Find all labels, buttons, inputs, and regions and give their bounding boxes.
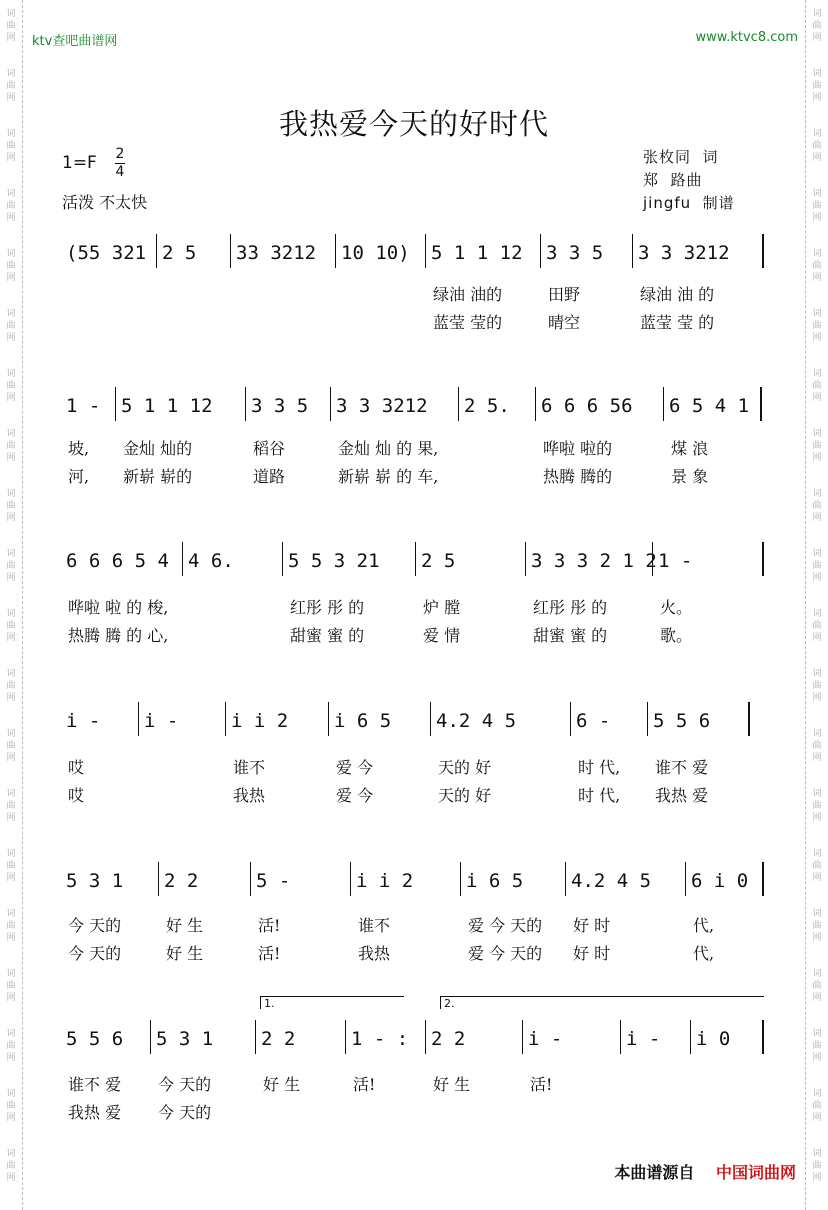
- lyric-segment: 代,: [693, 916, 715, 935]
- bar-line: [525, 542, 526, 576]
- bar-line: [540, 234, 541, 268]
- side-watermark-text: 词 曲 网: [6, 909, 16, 943]
- bar-line: [760, 387, 762, 421]
- lyric-segment: 今 天的: [158, 1075, 212, 1094]
- bar-line: [230, 234, 231, 268]
- measure-notes: 10 10): [341, 242, 410, 264]
- side-watermark-text: 词 曲 网: [812, 429, 822, 463]
- bar-line: [330, 387, 331, 421]
- measure-notes: 4 6.: [188, 550, 234, 572]
- lyric-segment: 好 生: [166, 916, 204, 935]
- bar-line: [225, 702, 226, 736]
- side-watermark-text: 词 曲 网: [812, 249, 822, 283]
- footer-source: [614, 1160, 796, 1183]
- side-watermark-text: 词 曲 网: [6, 129, 16, 163]
- lyric-segment: 哎: [68, 758, 85, 777]
- bar-line: [250, 862, 251, 896]
- side-watermark-text: 词 曲 网: [812, 69, 822, 103]
- bar-line: [652, 542, 653, 576]
- measure-notes: 5 5 3 21: [288, 550, 380, 572]
- measure-notes: 6 5 4 1: [669, 395, 750, 417]
- bar-line: [150, 1020, 151, 1054]
- volta-bracket: 1.: [260, 996, 404, 1009]
- lyric-segment: 好 时: [573, 916, 611, 935]
- bar-line: [460, 862, 461, 896]
- bar-line: [115, 387, 116, 421]
- measure-notes: i -: [66, 710, 101, 732]
- measure-notes: i i 2: [356, 870, 414, 892]
- side-watermark-text: 词 曲 网: [6, 549, 16, 583]
- measure-notes: i 6 5: [334, 710, 392, 732]
- lyric-segment: 谁不 爱: [68, 1075, 122, 1094]
- side-watermark-text: 词 曲 网: [812, 309, 822, 343]
- lyric-segment: 爱 今: [336, 786, 374, 805]
- measure-notes: 4.2 4 5: [571, 870, 652, 892]
- lyric-segment: 金灿 灿 的 果,: [338, 439, 439, 458]
- lyric-segment: 天的 好: [438, 758, 492, 777]
- lyric-segment: 谁不 爱: [655, 758, 709, 777]
- measure-notes: 4.2 4 5: [436, 710, 517, 732]
- measure-notes: 6 6 6 5 4: [66, 550, 169, 572]
- bar-line: [350, 862, 351, 896]
- key-signature: 1=F: [62, 153, 97, 173]
- lyric-segment: 哗啦 啦 的 梭,: [68, 598, 169, 617]
- time-signature-bottom: 4: [115, 164, 125, 180]
- side-watermark-text: 词 曲 网: [812, 969, 822, 1003]
- lyric-segment: 晴空: [548, 313, 581, 332]
- side-watermark-text: 词 曲 网: [812, 369, 822, 403]
- lyric-segment: 我热 爱: [655, 786, 709, 805]
- bar-line: [158, 862, 159, 896]
- side-watermark-text: 词 曲 网: [812, 189, 822, 223]
- lyric-segment: 谁不: [358, 916, 391, 935]
- measure-notes: 6 -: [576, 710, 611, 732]
- bar-line: [335, 234, 336, 268]
- bar-line: [762, 862, 764, 896]
- bar-line: [570, 702, 571, 736]
- measure-notes: 3 3 3212: [638, 242, 730, 264]
- tempo-marking: 活泼 不太快: [62, 193, 148, 212]
- measure-notes: 1 - :: [351, 1028, 409, 1050]
- side-watermark-text: 词 曲 网: [6, 309, 16, 343]
- measure-notes: i 0: [696, 1028, 731, 1050]
- side-watermark-text: 词 曲 网: [6, 69, 16, 103]
- volta-bracket: 2.: [440, 996, 764, 1009]
- lyric-segment: 河,: [68, 467, 90, 486]
- lyric-segment: 时 代,: [578, 786, 621, 805]
- side-watermark-text: 词 曲 网: [6, 1149, 16, 1183]
- lyric-segment: 稻谷: [253, 439, 286, 458]
- bar-line: [328, 702, 329, 736]
- measure-notes: i i 2: [231, 710, 289, 732]
- lyric-segment: 坡,: [68, 439, 90, 458]
- measure-notes: 3 3 5: [251, 395, 309, 417]
- measure-notes: 1 -: [658, 550, 693, 572]
- lyric-segment: 爱 情: [423, 626, 461, 645]
- lyric-segment: 甜蜜 蜜 的: [290, 626, 365, 645]
- side-watermark-text: 词 曲 网: [6, 1089, 16, 1123]
- measure-notes: (55 321: [66, 242, 147, 264]
- lyric-segment: 热腾 腾的: [543, 467, 613, 486]
- side-watermark-text: 词 曲 网: [6, 729, 16, 763]
- bar-line: [620, 1020, 621, 1054]
- measure-notes: 5 3 1: [66, 870, 124, 892]
- side-watermark-text: 词 曲 网: [812, 789, 822, 823]
- bar-line: [565, 862, 566, 896]
- lyric-segment: 今 天的: [158, 1103, 212, 1122]
- staff-system: [60, 997, 772, 1068]
- measure-notes: 2 2: [164, 870, 199, 892]
- lyric-segment: 我热: [358, 944, 391, 963]
- song-title: 我热爱今天的好时代: [278, 107, 549, 141]
- composer: 郑 路曲: [643, 171, 703, 189]
- bar-line: [415, 542, 416, 576]
- measure-notes: 5 1 1 12: [121, 395, 213, 417]
- bar-line: [690, 1020, 691, 1054]
- lyric-segment: 爱 今: [336, 758, 374, 777]
- side-watermark-text: 词 曲 网: [6, 969, 16, 1003]
- bar-line: [762, 542, 764, 576]
- lyric-segment: 活!: [530, 1075, 553, 1094]
- lyric-segment: 炉 膛: [423, 598, 461, 617]
- side-watermark-text: 词 曲 网: [812, 669, 822, 703]
- side-watermark-text: 词 曲 网: [812, 129, 822, 163]
- lyricist: 张枚同 词: [643, 148, 719, 166]
- measure-notes: i -: [144, 710, 179, 732]
- source-site-url[interactable]: www.ktvc8.com: [695, 30, 798, 45]
- lyric-segment: 爱 今 天的: [468, 944, 543, 963]
- lyric-segment: 今 天的: [68, 916, 122, 935]
- measure-notes: 3 3 3 2 1 2: [531, 550, 657, 572]
- measure-notes: 2 5: [421, 550, 456, 572]
- side-watermark-text: 词 曲 网: [812, 909, 822, 943]
- bar-line: [762, 1020, 764, 1054]
- time-signature: [113, 146, 127, 181]
- bar-line: [762, 234, 764, 268]
- measure-notes: 2 5.: [464, 395, 510, 417]
- measure-notes: 6 i 0: [691, 870, 749, 892]
- lyric-segment: 火。: [660, 598, 693, 617]
- measure-notes: 5 3 1: [156, 1028, 214, 1050]
- measure-notes: 2 5: [162, 242, 197, 264]
- lyric-segment: 今 天的: [68, 944, 122, 963]
- lyric-segment: 哗啦 啦的: [543, 439, 613, 458]
- side-watermark-text: 词 曲 网: [812, 1029, 822, 1063]
- side-watermark-text: 词 曲 网: [6, 9, 16, 43]
- lyric-segment: 绿油 油的: [433, 285, 503, 304]
- bar-line: [245, 387, 246, 421]
- bar-line: [425, 1020, 426, 1054]
- measure-notes: 1 -: [66, 395, 101, 417]
- right-watermark-strip: [805, 0, 828, 1210]
- footer-site-link[interactable]: 中国词曲网: [715, 1163, 796, 1182]
- bar-line: [663, 387, 664, 421]
- lyric-segment: 蓝莹 莹的: [433, 313, 503, 332]
- measure-notes: 5 1 1 12: [431, 242, 523, 264]
- side-watermark-text: 词 曲 网: [812, 549, 822, 583]
- lyric-segment: 红彤 彤 的: [533, 598, 608, 617]
- side-watermark-text: 词 曲 网: [812, 1089, 822, 1123]
- bar-line: [535, 387, 536, 421]
- lyric-segment: 蓝莹 莹 的: [640, 313, 715, 332]
- lyric-segment: 好 生: [433, 1075, 471, 1094]
- staff-system: [60, 700, 772, 750]
- bar-line: [425, 234, 426, 268]
- side-watermark-text: 词 曲 网: [6, 849, 16, 883]
- measure-notes: 6 6 6 56: [541, 395, 633, 417]
- staff-system: [60, 540, 772, 590]
- bar-line: [647, 702, 648, 736]
- measure-notes: 5 -: [256, 870, 291, 892]
- measure-notes: i -: [626, 1028, 661, 1050]
- lyric-segment: 好 生: [166, 944, 204, 963]
- side-watermark-text: 词 曲 网: [6, 249, 16, 283]
- lyric-segment: 好 时: [573, 944, 611, 963]
- bar-line: [255, 1020, 256, 1054]
- bar-line: [522, 1020, 523, 1054]
- side-watermark-text: 词 曲 网: [812, 1149, 822, 1183]
- side-watermark-text: 词 曲 网: [812, 609, 822, 643]
- side-watermark-text: 词 曲 网: [812, 489, 822, 523]
- side-watermark-text: 词 曲 网: [6, 429, 16, 463]
- side-watermark-text: 词 曲 网: [812, 849, 822, 883]
- bar-line: [138, 702, 139, 736]
- lyric-segment: 哎: [68, 786, 85, 805]
- left-watermark-strip: [0, 0, 23, 1210]
- side-watermark-text: 词 曲 网: [6, 669, 16, 703]
- lyric-segment: 代,: [693, 944, 715, 963]
- lyric-segment: 时 代,: [578, 758, 621, 777]
- measure-notes: 3 3 3212: [336, 395, 428, 417]
- lyric-segment: 红彤 彤 的: [290, 598, 365, 617]
- lyric-segment: 活!: [353, 1075, 376, 1094]
- lyric-segment: 金灿 灿的: [123, 439, 193, 458]
- bar-line: [632, 234, 633, 268]
- staff-system: [60, 232, 772, 282]
- lyric-segment: 谁不: [233, 758, 266, 777]
- lyric-segment: 新崭 崭 的 车,: [338, 467, 439, 486]
- lyric-segment: 田野: [548, 285, 581, 304]
- staff-system: [60, 385, 772, 435]
- lyric-segment: 爱 今 天的: [468, 916, 543, 935]
- measure-notes: 3 3 5: [546, 242, 604, 264]
- bar-line: [685, 862, 686, 896]
- lyric-segment: 天的 好: [438, 786, 492, 805]
- bar-line: [156, 234, 157, 268]
- side-watermark-text: 词 曲 网: [6, 609, 16, 643]
- lyric-segment: 我热 爱: [68, 1103, 122, 1122]
- bar-line: [345, 1020, 346, 1054]
- side-watermark-text: 词 曲 网: [6, 1029, 16, 1063]
- lyric-segment: 活!: [258, 916, 281, 935]
- lyric-segment: 道路: [253, 467, 286, 486]
- footer-label: 本曲谱源自: [614, 1163, 695, 1182]
- arranger: jingfu 制谱: [643, 194, 735, 212]
- bar-line: [430, 702, 431, 736]
- measure-notes: 5 5 6: [653, 710, 711, 732]
- bar-line: [282, 542, 283, 576]
- side-watermark-text: 词 曲 网: [6, 189, 16, 223]
- side-watermark-text: 词 曲 网: [6, 369, 16, 403]
- staff-system: [60, 860, 772, 910]
- bar-line: [182, 542, 183, 576]
- credits: [643, 146, 735, 215]
- measure-notes: i 6 5: [466, 870, 524, 892]
- lyric-segment: 活!: [258, 944, 281, 963]
- source-site-name[interactable]: ktv查吧曲谱网: [32, 34, 118, 49]
- bar-line: [748, 702, 750, 736]
- measure-notes: 2 2: [431, 1028, 466, 1050]
- lyric-segment: 景 象: [671, 467, 709, 486]
- lyric-segment: 煤 浪: [671, 439, 709, 458]
- side-watermark-text: 词 曲 网: [812, 729, 822, 763]
- time-signature-top: 2: [115, 146, 125, 162]
- lyric-segment: 我热: [233, 786, 266, 805]
- measure-notes: 33 3212: [236, 242, 317, 264]
- lyric-segment: 好 生: [263, 1075, 301, 1094]
- measure-notes: 5 5 6: [66, 1028, 124, 1050]
- bar-line: [458, 387, 459, 421]
- side-watermark-text: 词 曲 网: [6, 489, 16, 523]
- measure-notes: i -: [528, 1028, 563, 1050]
- lyric-segment: 热腾 腾 的 心,: [68, 626, 169, 645]
- lyric-segment: 歌。: [660, 626, 693, 645]
- side-watermark-text: 词 曲 网: [6, 789, 16, 823]
- side-watermark-text: 词 曲 网: [812, 9, 822, 43]
- lyric-segment: 甜蜜 蜜 的: [533, 626, 608, 645]
- lyric-segment: 绿油 油 的: [640, 285, 715, 304]
- lyric-segment: 新崭 崭的: [123, 467, 193, 486]
- measure-notes: 2 2: [261, 1028, 296, 1050]
